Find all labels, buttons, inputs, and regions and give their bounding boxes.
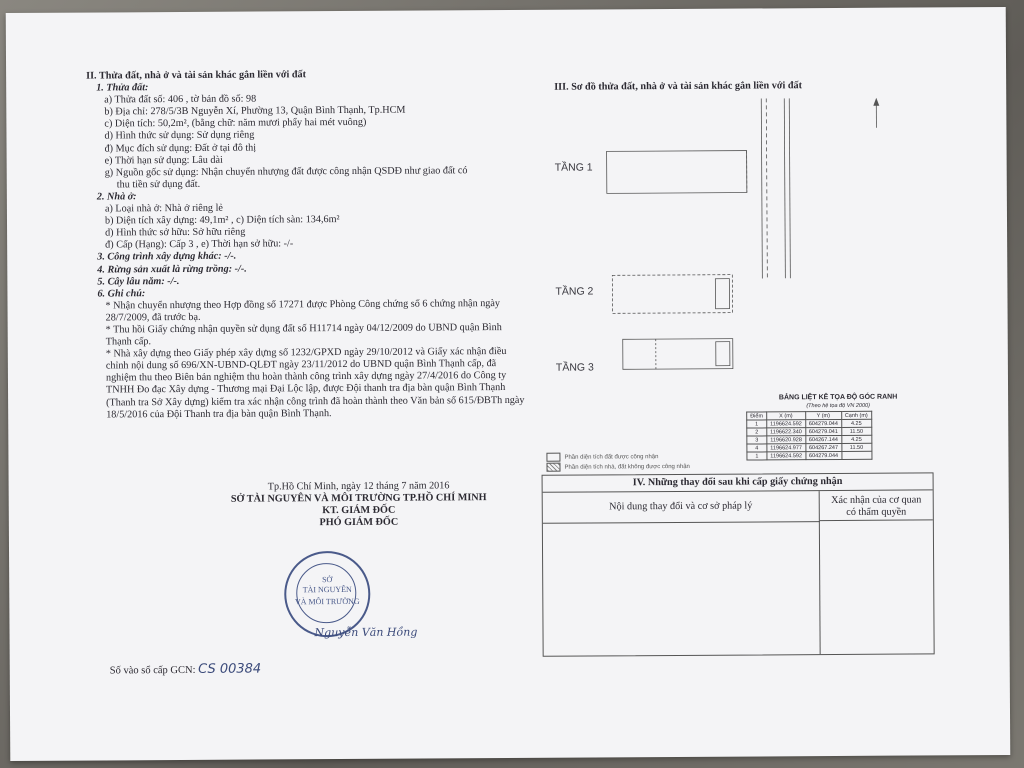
handwritten-signature: Nguyễn Văn Hồng <box>314 625 418 640</box>
legend-label: Phần diện tích nhà, đất không được công nhận <box>564 463 690 471</box>
land-line: e) Thời hạn sử dụng: Lâu dài <box>104 154 223 167</box>
signer-role: PHÓ GIÁM ĐỐC <box>319 516 399 529</box>
table-cell <box>842 451 872 459</box>
table-cell: 604267.144 <box>805 435 841 443</box>
legend-label: Phần diện tích đất được công nhận <box>564 454 659 461</box>
perennial-trees: 5. Cây lâu năm: -/-. <box>97 275 180 288</box>
table-cell: 1 <box>747 420 767 428</box>
note-item: * Thu hồi Giấy chứng nhận quyền sử dụng đất số H11714 ngày 04/12/2009 do UBND quận Bình Thạnh cấp. <box>105 322 502 348</box>
table-row <box>747 451 872 460</box>
table-cell: 604267.247 <box>805 443 841 451</box>
gcn-number: CS 00384 <box>198 661 262 677</box>
certificate-page <box>6 7 1011 761</box>
column-divider <box>819 521 821 654</box>
changes-col-confirm-line: Xác nhận của cơ quan <box>831 494 922 507</box>
table-cell: 4 <box>747 444 767 452</box>
table-cell: 11.50 <box>841 443 871 451</box>
forest: 4. Rừng sản xuất là rừng trồng: -/-. <box>97 263 247 276</box>
seal-text: TÀI NGUYÊN <box>302 584 352 595</box>
changes-col-confirm <box>820 490 933 521</box>
note-item: * Nhà xây dựng theo Giấy phép xây dựng số 1232/GPXD ngày 29/10/2012 và Giấy xác nhận điều chỉnh nội dung số 696/XN-UBND-QLĐT ngày 23/11/2012 do UBND quận Bình Thạnh cấp, đã nghiệm thu theo Biên bản nghiệm thu hoàn thành công trình xây dựng ngày 27/4/2016 do Công ty TNHH Đo đạc Xây dựng - Thương mại Đại Lộc lập, được Đội thanh tra địa bàn quận Bình Thạnh (Thanh tra Sở Xây dựng) kiểm tra xác nhận công trình đã hoàn thành theo Văn bản số 615/ĐBTh ngày 18/5/2016 của Đội Thanh tra địa bàn quận Bình Thạnh. <box>105 346 525 421</box>
table-cell: 1 <box>747 452 767 460</box>
table-cell: 4.25 <box>841 435 871 443</box>
north-arrow-icon <box>873 98 879 106</box>
legend-swatch <box>546 453 560 462</box>
table-cell: 604279.044 <box>805 451 841 459</box>
site-plan-drawing <box>546 98 908 390</box>
land-line: g) Nguồn gốc sử dụng: Nhận chuyển nhượng đất được công nhận QSDĐ như giao đất có <box>104 164 468 179</box>
table-cell: 604279.041 <box>805 427 841 435</box>
changes-col-confirm-line: có thẩm quyền <box>846 506 907 518</box>
floor-2-outline <box>612 275 732 314</box>
table-cell: 11.50 <box>841 427 871 435</box>
table-cell: 1196622.340 <box>767 428 806 436</box>
section-land-house <box>86 68 528 421</box>
house-line: b) Diện tích xây dựng: 49,1m² , c) Diện tích sàn: 134,6m² <box>104 214 340 227</box>
signature-block <box>209 480 509 530</box>
land-line: d) Hình thức sử dụng: Sử dụng riêng <box>104 130 255 142</box>
notes-heading: 6. Ghi chú: <box>97 287 146 300</box>
seal-text: VÀ MÔI TRƯỜNG <box>294 596 360 607</box>
changes-table <box>542 472 935 656</box>
section-2-title: II. Thửa đất, nhà ở và tài sản khác gắn liền với đất <box>86 69 307 82</box>
coords-subtitle: (Theo hệ tọa độ VN 2000) <box>806 402 870 410</box>
coords-table <box>746 411 872 461</box>
issuing-org: SỞ TÀI NGUYÊN VÀ MÔI TRƯỜNG TP.HỒ CHÍ MINH <box>230 492 487 505</box>
house-line: a) Loại nhà ở: Nhà ở riêng lẻ <box>104 202 223 215</box>
floor-1-parcel <box>607 151 747 194</box>
issue-date: Tp.Hồ Chí Minh, ngày 12 tháng 7 năm 2016 <box>267 480 450 493</box>
table-cell: 3 <box>747 436 767 444</box>
legend-swatch <box>546 463 560 472</box>
table-cell: 1196624.977 <box>767 444 806 452</box>
land-heading: 1. Thửa đất: <box>96 82 149 94</box>
table-cell: 2 <box>747 428 767 436</box>
land-line: b) Địa chỉ: 278/5/3B Nguyễn Xí, Phường 13, Quận Bình Thạnh, Tp.HCM <box>104 104 406 118</box>
table-cell: 4.25 <box>841 419 871 427</box>
legend-item <box>546 462 689 472</box>
official-seal-stamp <box>284 551 371 638</box>
floor-3-label: TẦNG 3 <box>555 361 594 374</box>
coords-header: Điểm <box>747 412 767 420</box>
gcn-label: Số vào sổ cấp GCN: <box>109 664 196 677</box>
coords-title: BẢNG LIỆT KÊ TỌA ĐỘ GÓC RANH <box>778 393 898 402</box>
floor-2-label: TẦNG 2 <box>555 285 594 298</box>
coords-header: Cạnh (m) <box>841 411 871 419</box>
land-line: a) Thửa đất số: 406 , tờ bản đồ số: 98 <box>104 93 257 106</box>
house-line: d) Hình thức sở hữu: Sở hữu riêng <box>105 226 246 239</box>
land-line-cont: thu tiền sử dụng đất. <box>116 178 201 191</box>
floor-2-stair <box>715 279 729 309</box>
kt-title: KT. GIÁM ĐỐC <box>322 504 396 517</box>
table-cell: 604279.044 <box>805 419 841 427</box>
floor-3-stair <box>716 342 730 366</box>
legend-item <box>546 452 658 462</box>
gcn-entry <box>110 662 262 678</box>
note-item: * Nhận chuyển nhượng theo Hợp đồng số 17271 được Phòng Công chứng số 6 chứng nhận ngày 28/7/2009, đã trước bạ. <box>105 297 501 324</box>
table-cell: 1196624.592 <box>767 452 806 460</box>
floor-3-outline <box>623 339 733 370</box>
other-works: 3. Công trình xây dựng khác: -/-. <box>97 251 237 263</box>
table-cell: 1196624.592 <box>767 420 806 428</box>
changes-title: IV. Những thay đổi sau khi cấp giấy chứng nhận <box>543 473 933 492</box>
section-3-title: III. Sơ đồ thửa đất, nhà ở và tài sản khác gắn liền với đất <box>554 80 803 93</box>
floor-1-label: TẦNG 1 <box>554 161 593 174</box>
land-line: c) Diện tích: 50,2m², (bằng chữ: năm mươi phẩy hai mét vuông) <box>104 117 367 130</box>
coords-header: Y (m) <box>805 411 841 419</box>
table-cell: 1196620.928 <box>767 436 806 444</box>
changes-col-content: Nội dung thay đổi và cơ sở pháp lý <box>543 491 820 524</box>
seal-text: SỞ <box>322 575 333 585</box>
house-line: đ) Cấp (Hạng): Cấp 3 , e) Thời hạn sở hữu: -/- <box>105 238 294 251</box>
house-heading: 2. Nhà ở: <box>96 191 137 203</box>
coords-header: X (m) <box>767 412 806 420</box>
land-line: đ) Mục đích sử dụng: Đất ở tại đô thị <box>104 142 257 155</box>
